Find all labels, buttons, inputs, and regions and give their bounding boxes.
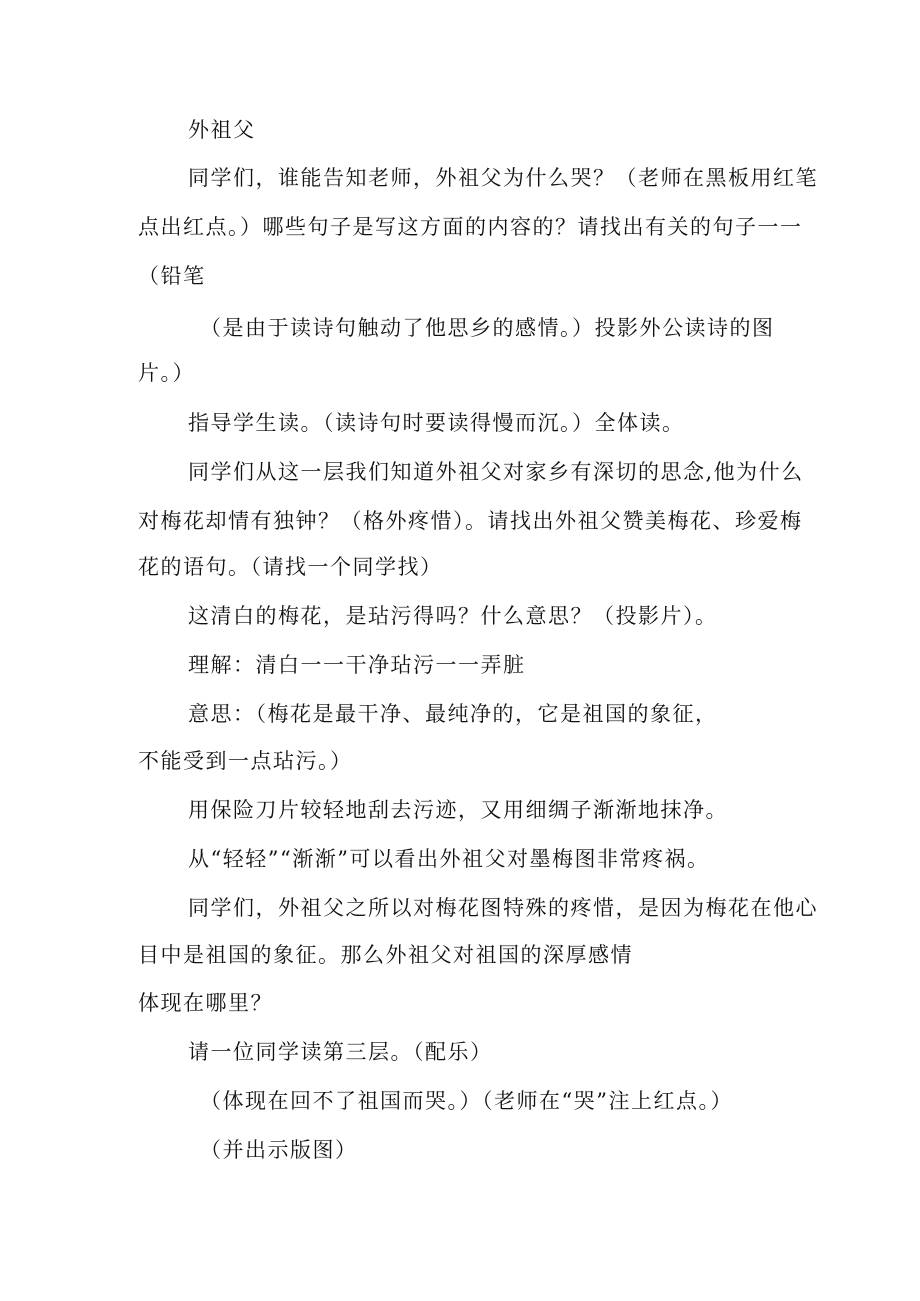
text-line: （铅笔 bbox=[138, 264, 206, 288]
text-line: 点出红点。）哪些句子是写这方面的内容的？请找出有关的句子一一 bbox=[138, 215, 803, 239]
text-line: 同学们，外祖父之所以对梅花图特殊的疼惜，是因为梅花在他心 bbox=[188, 896, 818, 920]
text-line: 用保险刀片较轻地刮去污迹，又用细绸子渐渐地抹净。 bbox=[188, 798, 728, 822]
text-line: 片。） bbox=[138, 361, 195, 385]
text-line: 花的语句。（请找一个同学找） bbox=[138, 555, 443, 579]
text-line: 这清白的梅花，是玷污得吗？什么意思？（投影片）。 bbox=[188, 604, 718, 628]
text-line: 同学们，谁能告知老师，外祖父为什么哭？（老师在黑板用红笔 bbox=[188, 166, 818, 190]
text-line: 指导学生读。（读诗句时要读得慢而沉。）全体读。 bbox=[188, 411, 685, 435]
text-line: 体现在哪里？ bbox=[138, 991, 273, 1015]
text-line: 对梅花却情有独钟？（格外疼惜）。请找出外祖父赞美梅花、珍爱梅 bbox=[138, 509, 803, 533]
text-line: （体现在回不了祖国而哭。）（老师在“哭”注上红点。） bbox=[200, 1089, 733, 1113]
text-line: 从“轻轻”“渐渐”可以看出外祖父对墨梅图非常疼祸。 bbox=[188, 847, 710, 871]
text-line: 不能受到一点玷污。） bbox=[138, 749, 353, 773]
text-line: （是由于读诗句触动了他思乡的感情。）投影外公读诗的图 bbox=[200, 316, 775, 340]
text-line: 理解：清白一一干净玷污一一弄脏 bbox=[188, 653, 526, 677]
text-line-heading: 外祖父 bbox=[188, 118, 256, 142]
text-line: 同学们从这一层我们知道外祖父对家乡有深切的思念,他为什么 bbox=[188, 460, 804, 484]
text-line: 目中是祖国的象征。那么外祖父对祖国的深厚感情 bbox=[138, 943, 633, 967]
text-line: 意思：（梅花是最干净、最纯净的，它是祖国的象征， bbox=[188, 702, 718, 726]
text-line: （并出示版图） bbox=[200, 1138, 358, 1162]
text-line: 请一位同学读第三层。（配乐） bbox=[188, 1040, 493, 1064]
